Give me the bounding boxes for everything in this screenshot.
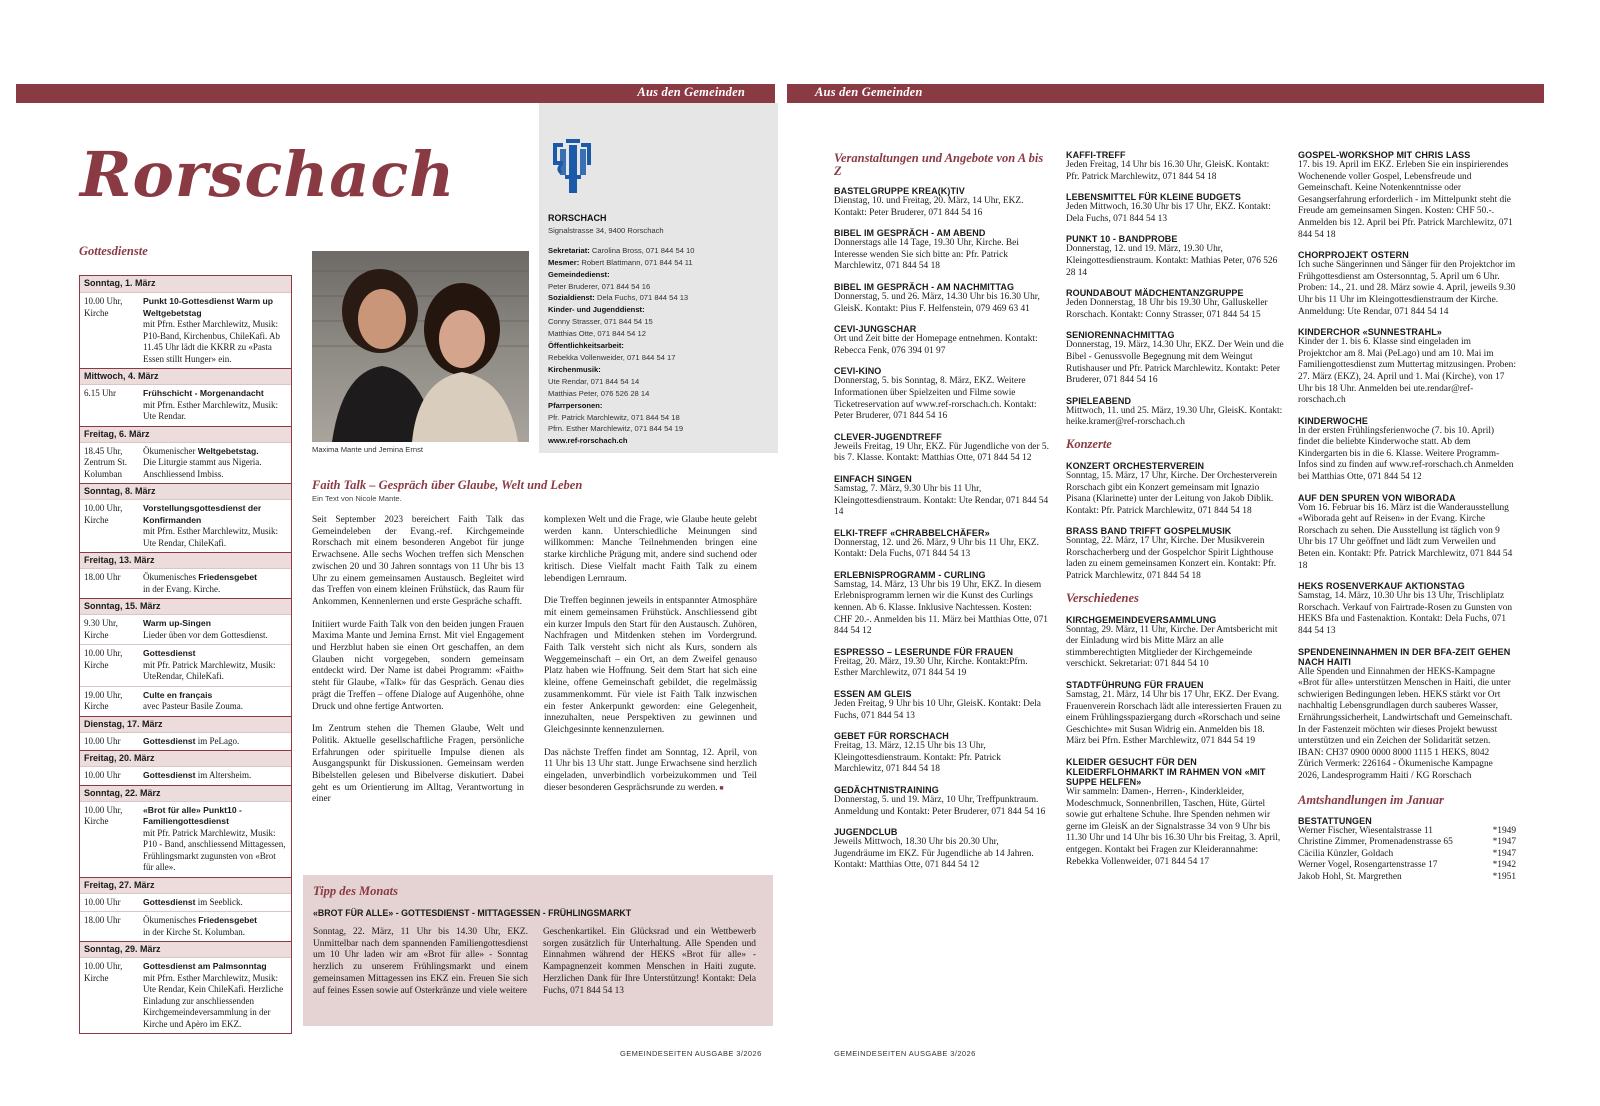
event-body: Wir sammeln: Damen-, Herren-, Kinderkleider, Modeschmuck, Sonnenbrillen, Taschen, Hüte, Gürtel sowie gut erhaltene Schuhe. Ihre Spenden nehmen wir gerne im GleisK an der Signalstrasse 34 von 9 Uhr bis 11.30 Uhr und 14 Uhr bis 16.30 Uhr bis Freitag, 3. April, entgegen. Kontakt bei Fragen zur Kleiderannahme: Rebekka Vollenweider, 071 844 54 17: [1066, 787, 1281, 867]
event-title: SENIORENNACHMITTAG: [1066, 330, 1175, 341]
event-body: Jeden Donnerstag, 18 Uhr bis 19.30 Uhr, Galluskeller Rorschach. Kontakt: Conny Strasser, 071 844 54 15: [1066, 298, 1268, 320]
worship-event: [80, 957, 291, 1033]
contact-label: Gemeindedienst:: [548, 269, 610, 279]
event-title: PUNKT 10 - BANDPROBE: [1066, 234, 1178, 245]
worship-title: Friedensgebet: [198, 915, 257, 925]
worship-detail: im Seeblick.: [195, 896, 243, 907]
contact-value: Robert Blattmann, 071 844 54 11: [579, 257, 693, 267]
worship-details: [143, 503, 287, 549]
worship-time: 10.00 Uhr: [84, 770, 121, 780]
worship-detail: mit Pfr. Patrick Marchlewitz, Musik: P10 - Band, anschliessend Mittagessen, Frühlingsmarkt zugunsten von «Brot für alle».: [143, 827, 286, 872]
worship-time: 10.00 Uhr, Kirche: [84, 648, 123, 670]
worship-detail: im Altersheim.: [195, 770, 252, 780]
section-heading: Konzerte: [1066, 436, 1112, 451]
gottesdienste-table: [79, 275, 292, 1034]
bestattung-year: *1942: [1492, 860, 1516, 871]
event-title: BIBEL IM GESPRÄCH - AM NACHMITTAG: [834, 281, 1015, 292]
page-title: Rorschach: [80, 138, 456, 211]
worship-time: 10.00 Uhr: [84, 735, 121, 746]
bestattung-year: *1951: [1492, 871, 1516, 882]
article-column-1: [312, 515, 524, 817]
article-paragraph: komplexen Welt und die Frage, wie Glaube heute gelebt werden kann. Unterschiedliche Meinungen sind willkommen: Manche Teilnehmenden bringen eine starke kirchliche Prägung mit, andere sind suchend oder kritisch. Diese Vielfalt macht Faith Talk zu einem lebendigen Lernraum.: [544, 515, 757, 584]
worship-title: Warm up-Singen: [143, 618, 211, 628]
bestattung-year: *1949: [1492, 825, 1516, 836]
contact-line: [548, 269, 773, 281]
events-heading: Veranstaltungen und Angebote von A bis Z: [834, 151, 1044, 178]
contact-value: Matthias Otte, 071 844 54 12: [548, 329, 646, 339]
event-title: GEBET FÜR RORSCHACH: [834, 731, 949, 742]
worship-detail: in der Kirche St. Kolumban.: [143, 926, 245, 937]
parish-name: RORSCHACH: [548, 213, 607, 223]
event-body: Ort und Zeit bitte der Homepage entnehmen. Kontakt: Rebecca Fenk, 076 394 01 97: [834, 334, 1038, 356]
worship-event: [80, 442, 291, 484]
contact-value: Conny Strasser, 071 844 54 15: [548, 317, 653, 327]
worship-time: 10.00 Uhr, Kirche: [84, 503, 123, 525]
worship-time: 18.45 Uhr, Zentrum St. Kolumban: [84, 445, 127, 479]
worship-title-prefix: Ökumenischer: [143, 445, 198, 456]
worship-detail: avec Pasteur Basile Zouma.: [143, 701, 243, 711]
event-title: SPENDENEINNAHMEN IN DER BFA-ZEIT GEHEN NACH HAITI: [1298, 646, 1511, 667]
amtshandlungen-heading: Amtshandlungen im Januar: [1298, 792, 1444, 807]
worship-details: [143, 736, 287, 748]
worship-title: Gottesdienst am Palmsonntag: [143, 961, 267, 971]
event-title: GOSPEL-WORKSHOP MIT CHRIS LASS: [1298, 150, 1471, 160]
event-body: Vom 16. Februar bis 16. März ist die Wanderausstellung «Wiborada geht auf Reisen» in der Evang. Kirche Rorschach zu sehen. Die Ausstellung ist täglich von 9 Uhr bis 17 Uhr geöffnet und lädt zum Verweilen und Beten ein. Kontakt: Pfr. Patrick Marchlewitz, 071 844 54 18: [1298, 502, 1513, 571]
end-mark-icon: ■: [717, 783, 724, 792]
worship-detail: im PeLago.: [195, 735, 240, 746]
article-column-2: [544, 515, 757, 805]
contact-label: Kirchenmusik:: [548, 364, 601, 374]
contact-line: [548, 316, 773, 328]
section-heading: Verschiedenes: [1066, 590, 1139, 605]
tipp-subheading: «BROT FÜR ALLE» - GOTTESDIENST - MITTAGESSEN - FRÜHLINGSMARKT: [313, 908, 632, 918]
event-title: EINFACH SINGEN: [834, 473, 912, 484]
event-body: Samstag, 14. März, 10.30 Uhr bis 13 Uhr, Trischliplatz Rorschach. Verkauf von Fairtrade-Rosen zu Gunsten von HEKS Bfa und Fastenaktion. Kontakt: Dela Fuchs, 071 844 54 13: [1298, 591, 1513, 636]
tipp-des-monats-box: [303, 875, 773, 1026]
worship-event: [80, 292, 291, 368]
worship-title: Gottesdienst: [143, 896, 196, 907]
worship-title-prefix: Ökumenisches: [143, 572, 199, 582]
contact-line: [548, 435, 773, 447]
event-body: Jeden Mittwoch, 16.30 Uhr bis 17 Uhr, EKZ. Kontakt: Dela Fuchs, 071 844 54 13: [1066, 202, 1271, 224]
worship-detail: mit Pfrn. Esther Marchlewitz, Musik: Ute Rendar, Kein ChileKafi. Herzliche Einladung zur anschliessenden Kirchgemeindeversammlung in der Kirche und Apèro im EKZ.: [143, 972, 284, 1029]
contact-label: Öffentlichkeitsarbeit:: [548, 341, 624, 351]
worship-time: 6.15 Uhr: [84, 388, 116, 398]
event-body: Jeweils Freitag, 19 Uhr, EKZ. Für Jugendliche von der 5. bis 7. Klasse. Kontakt: Matthias Otte, 071 844 54 12: [834, 441, 1049, 464]
bestattungen-list: [1298, 826, 1516, 884]
photo-caption: Maxima Mante und Jemina Ernst: [312, 445, 423, 454]
article-paragraph: Die Treffen beginnen jeweils in entspannter Atmosphäre mit einem gemeinsamen Frühstück. Anschliessend gibt ein kurzer Impuls den Start für den Austausch. Zuhören, Nachfragen und Mitdenken stehen im Vordergrund. Faith Talk versteht sich nicht als Kurs, sondern als Weggemeinschaft – ein Ort, an dem Zweifel genauso Platz haben wie Hoffnung. Seit dem Start hat sich eine kleine, offene Gemeinschaft gebildet, die regelmässig zusammenkommt. Für viele ist Faith Talk inzwischen ein fester Ankerpunkt geworden: eine Gelegenheit, innezuhalten, neue Perspektiven zu gewinnen und Gleichgesinnte kennenzulernen.: [544, 596, 757, 735]
bestattung-name: Werner Fischer, Wiesentalstrasse 11: [1298, 825, 1433, 836]
article-paragraph: Im Zentrum stehen die Themen Glaube, Welt und Politik. Aktuelle gesellschaftliche Fragen, persönliche Erfahrungen oder spirituelle Impulse dienen als Ausgangspunkt für Diskussionen. Gemeinsam werden Bibelstellen gelesen und Bibelverse diskutiert. Dabei geht es um Orientierung im Alltag, Verantwortung in einer: [312, 724, 524, 805]
worship-event: [80, 644, 291, 686]
event-body: Kinder der 1. bis 6. Klasse sind eingeladen im Projektchor am 8. Mai (PeLago) und am 10. Mai im Familiengottesdienst zum Muttertag mitzusingen. Proben: 27. März (EKZ), 24. April und 1. Mai (Kirche), von 17 Uhr bis 18 Uhr. Anmelden bei ute.rendar@ref-rorschach.ch: [1298, 337, 1516, 406]
worship-details: [143, 805, 287, 874]
contact-value: Ute Rendar, 071 844 54 14: [548, 376, 640, 386]
bestattung-name: Werner Vogel, Rosengartenstrasse 17: [1298, 860, 1438, 871]
events-column-3: [1298, 150, 1516, 884]
worship-day-header: Freitag, 13. März: [80, 552, 291, 568]
tipp-text-col1: Sonntag, 22. März, 11 Uhr bis 14.30 Uhr, EKZ. Unmittelbar nach dem spannenden Familiengottesdienst um 10 Uhr laden wir am «Brot für alle» - Sonntag herzlich zu unserem Frühlingsmarkt und einem gemeinsamen Mittagessen ins EKZ ein. Freuen Sie sich auf feines Essen sowie auf Osterkränze und viele weitere: [313, 927, 528, 996]
worship-time: 10.00 Uhr, Kirche: [84, 961, 123, 983]
worship-title: Gottesdienst: [143, 648, 196, 658]
contact-value: Pfrn. Esther Marchlewitz, 071 844 54 19: [548, 424, 684, 434]
event-title: KONZERT ORCHESTERVEREIN: [1066, 460, 1205, 471]
contact-line: [548, 304, 773, 316]
worship-event: [80, 384, 291, 426]
event-title: SPIELEABEND: [1066, 395, 1132, 406]
contact-block: [548, 213, 773, 447]
bestattung-entry: [1298, 849, 1516, 861]
event-title: CEVI-KINO: [834, 366, 882, 377]
event-title: BIBEL IM GESPRÄCH - AM ABEND: [834, 228, 986, 239]
worship-time: 9.30 Uhr, Kirche: [84, 618, 118, 640]
section-label-left: Aus den Gemeinden: [637, 85, 745, 99]
contact-value: Peter Bruderer, 071 844 54 16: [548, 281, 651, 291]
event-body: Samstag, 21. März, 14 Uhr bis 17 Uhr, EKZ. Der Evang. Frauenverein Rorschach lädt alle interessierten Frauen zu einem Frühlingsspaziergang durch «Rorschach und seine Geschichte» mit Susan Widrig ein. Anmelden bis 18. März bei Pfrn. Esther Marchlewitz, 071 844 54 19: [1066, 690, 1282, 747]
contact-line: [548, 292, 773, 304]
worship-title-prefix: Ökumenisches: [143, 915, 199, 925]
contact-value: Rebekka Vollenweider, 071 844 54 17: [548, 352, 676, 362]
event-title: STADTFÜHRUNG FÜR FRAUEN: [1066, 680, 1204, 691]
worship-day-header: Freitag, 27. März: [80, 877, 291, 893]
event-title: ERLEBNISPROGRAMM - CURLING: [834, 569, 986, 580]
worship-day-header: Sonntag, 1. März: [80, 276, 291, 292]
worship-title: Frühschicht - Morgenandacht: [143, 388, 264, 398]
worship-details: [143, 770, 287, 782]
bestattung-entry: [1298, 872, 1516, 884]
worship-details: [143, 690, 287, 713]
footer-left: GEMEINDESEITEN AUSGABE 3/2026: [620, 1049, 762, 1058]
event-title: ESSEN AM GLEIS: [834, 689, 912, 700]
worship-title: Gottesdienst: [143, 770, 196, 780]
events-list-1: [834, 186, 1049, 872]
bestattung-entry: [1298, 826, 1516, 838]
worship-detail: mit Pfr. Patrick Marchlewitz, Musik: UteRendar, ChileKafi.: [143, 659, 276, 681]
worship-event: [80, 801, 291, 877]
events-column-1: [834, 152, 1049, 872]
event-title: CEVI-JUNGSCHAR: [834, 324, 917, 335]
event-body: Donnerstag, 12. und 26. März, 9 Uhr bis 11 Uhr, EKZ. Kontakt: Dela Fuchs, 071 844 54 13: [834, 537, 1039, 560]
worship-time: 18.00 Uhr: [84, 572, 121, 582]
event-title: CLEVER-JUGENDTREFF: [834, 431, 942, 442]
bestattungen-heading: BESTATTUNGEN: [1298, 815, 1372, 826]
contact-line: [548, 257, 773, 269]
worship-details: [143, 618, 287, 641]
event-title: LEBENSMITTEL FÜR KLEINE BUDGETS: [1066, 192, 1241, 203]
event-title: GEDÄCHTNISTRAINING: [834, 785, 939, 795]
worship-details: [143, 648, 287, 683]
contact-value: Matthias Peter, 076 526 28 14: [548, 388, 650, 398]
worship-time: 18.00 Uhr: [84, 915, 121, 925]
events-list-3: [1298, 150, 1516, 783]
worship-title: Vorstellungsgottesdienst der Konfirmanden: [143, 503, 262, 525]
article-title: Faith Talk – Gespräch über Glaube, Welt und Leben: [312, 478, 583, 492]
worship-title: Punkt 10-Gottesdienst Warm up Weltgebetstag: [143, 296, 274, 318]
bestattung-name: Jakob Hohl, St. Margrethen: [1298, 871, 1402, 882]
worship-event: [80, 893, 291, 912]
bestattung-entry: [1298, 860, 1516, 872]
event-title: KAFFI-TREFF: [1066, 150, 1126, 160]
event-title: ROUNDABOUT MÄDCHENTANZGRUPPE: [1066, 288, 1244, 299]
church-logo-icon: [547, 135, 599, 197]
event-body: Samstag, 14. März, 13 Uhr bis 19 Uhr, EKZ. In diesem Erlebnisprogramm lernen wir die Kunst des Curlings kennen. Ab 6. Klasse. Inklusive Nachtessen. Kosten: CHF 20.-. Anmelden bis 11. März bei Matthias Otte, 071 844 54 12: [834, 579, 1048, 637]
contact-label: Sekretariat:: [548, 245, 590, 255]
worship-detail: mit Pfrn. Esther Marchlewitz, Musik: Ute Rendar, ChileKafi.: [143, 526, 278, 548]
worship-title: Culte en français: [143, 689, 213, 700]
worship-detail: mit Pfrn. Esther Marchlewitz, Musik: Ute Rendar.: [143, 399, 278, 421]
article-byline: Ein Text von Nicole Mante.: [312, 494, 402, 503]
worship-detail: mit Pfrn. Esther Marchlewitz, Musik: P10-Band, Kirchenbus, ChileKafi. Ab 11.45 Uhr lädt die KKRR zu «Pasta Essen stillt Hunger» ein.: [143, 319, 280, 364]
worship-day-header: Sonntag, 15. März: [80, 598, 291, 614]
contact-line: [548, 412, 773, 424]
event-body: Jeden Freitag, 9 Uhr bis 10 Uhr, GleisK. Kontakt: Dela Fuchs, 071 844 54 13: [834, 699, 1041, 721]
event-title: HEKS ROSENVERKAUF AKTIONSTAG: [1298, 581, 1465, 592]
contact-line: [548, 352, 773, 364]
contact-line: [548, 376, 773, 388]
contact-lines: [548, 245, 773, 447]
header-band-left: [16, 84, 775, 103]
contact-label: Pfarrpersonen:: [548, 400, 603, 410]
worship-event: [80, 911, 291, 941]
event-title: CHORPROJEKT OSTERN: [1298, 250, 1409, 261]
event-title: BRASS BAND TRIFFT GOSPELMUSIK: [1066, 526, 1232, 537]
worship-title: Weltgebetstag.: [197, 445, 259, 456]
event-title: KLEIDER GESUCHT FÜR DEN KLEIDERFLOHMARKT IM RAHMEN VON «MIT SUPPE HELFEN»: [1066, 757, 1266, 787]
worship-details: [143, 296, 287, 365]
contact-line: [548, 340, 773, 352]
contact-value: Carolina Bross, 071 844 54 10: [589, 245, 695, 255]
contact-line: [548, 423, 773, 435]
worship-details: [143, 572, 287, 595]
event-title: JUGENDCLUB: [834, 827, 898, 838]
event-title: ESPRESSO – LESERUNDE FÜR FRAUEN: [834, 646, 1014, 657]
event-title: KINDERCHOR «SUNNESTRAHL»: [1298, 327, 1442, 338]
contact-label: Sozialdienst:: [548, 293, 595, 303]
event-body: Dienstag, 10. und Freitag, 20. März, 14 Uhr, EKZ. Kontakt: Peter Bruderer, 071 844 54 16: [834, 196, 1024, 218]
event-body: Donnerstag, 19. März, 14.30 Uhr, EKZ. Der Wein und die Bibel - Genussvolle Begegnung mit dem Weingut Rutishauser und Pfr. Patrick Marchlewitz. Kontakt: Peter Bruderer, 071 844 54 16: [1066, 340, 1284, 386]
portrait-photo: [312, 251, 529, 442]
worship-day-header: Freitag, 6. März: [80, 426, 291, 442]
worship-title: Gottesdienst: [143, 735, 196, 746]
event-body: 17. bis 19. April im EKZ. Erleben Sie ein inspirierendes Wochenende voller Gospel, Lebensfreude und Gemeinschaft. Keine Notenkenntnisse oder Gesangserfahrung erforderlich - im Mittelpunkt steht die Freude am gemeinsamen Singen. Kosten: CHF 50.-. Anmelden bis 12. April bei Pfr. Patrick Marchlewitz, 071 844 54 18: [1298, 160, 1513, 240]
event-title: BASTELGRUPPE KREA(K)TIV: [834, 186, 965, 196]
header-band-right: [787, 84, 1544, 103]
worship-day-header: Sonntag, 29. März: [80, 941, 291, 957]
event-body: Ich suche Sängerinnen und Sänger für den Projektchor im Frühgottesdienst am Ostersonntag, 5. April um 6 Uhr. Proben: 14., 21. und 28. März sowie 4. April, jeweils 9.30 Uhr bis 11 Uhr im Kleingottesdienstraum der Kirche. Anmeldung: Ute Rendar, 071 844 54 14: [1298, 260, 1516, 317]
worship-day-header: Sonntag, 22. März: [80, 785, 291, 801]
event-title: KINDERWOCHE: [1298, 415, 1368, 426]
event-body: Sonntag, 15. März, 17 Uhr, Kirche. Der Orchesterverein Rorschach gibt ein Konzert gemeinsam mit Ignazio Pisana (Klarinette) unter der Leitung von Jakob Diblik. Kontakt: Pfr. Patrick Marchlewitz, 071 844 54 18: [1066, 470, 1278, 516]
event-body: Freitag, 20. März, 19.30 Uhr, Kirche. Kontakt:Pfrn. Esther Marchlewitz, 071 844 54 19: [834, 656, 1028, 679]
event-body: Sonntag, 22. März, 17 Uhr, Kirche. Der Musikverein Rorschacherberg und der Gospelchor Spirit Lighthouse laden zu einem gemeinsamen Konzert ein. Kontakt: Pfr. Patrick Marchlewitz, 071 844 54 18: [1066, 536, 1277, 582]
tipp-heading: Tipp des Monats: [313, 884, 398, 898]
worship-details: [143, 446, 287, 481]
event-body: Samstag, 7. März, 9.30 Uhr bis 11 Uhr, Kleingottesdienstraum. Kontakt: Ute Rendar, 071 844 54 14: [834, 483, 1049, 518]
bestattung-year: *1947: [1492, 837, 1516, 848]
bestattung-year: *1947: [1492, 848, 1516, 859]
bestattung-name: Christine Zimmer, Promenadenstrasse 65: [1298, 837, 1453, 848]
worship-event: [80, 732, 291, 751]
event-body: Freitag, 13. März, 12.15 Uhr bis 13 Uhr, Kleingottesdienstraum. Kontakt: Pfr. Patrick Marchlewitz, 071 844 54 18: [834, 741, 1001, 775]
photo-faith-talk: [312, 251, 529, 442]
event-body: Donnerstag, 5. und 26. März, 14.30 Uhr bis 16.30 Uhr, GleisK. Kontakt: Pius F. Helfenstein, 079 469 63 41: [834, 291, 1040, 314]
worship-detail: in der Evang. Kirche.: [143, 583, 221, 594]
event-title: AUF DEN SPUREN VON WIBORADA: [1298, 492, 1456, 503]
contact-line: [548, 245, 773, 257]
worship-day-header: Sonntag, 8. März: [80, 483, 291, 499]
event-body: Donnerstag, 5. und 19. März, 10 Uhr, Treffpunktraum. Anmeldung und Kontakt: Peter Bruderer, 071 844 54 16: [834, 795, 1046, 817]
bestattung-entry: [1298, 837, 1516, 849]
article-paragraph: Seit September 2023 bereichert Faith Talk das Gemeindeleben der Evang.-ref. Kirchgemeinde Rorschach mit einem besonderen Angebot für junge Erwachsene. Alle sechs Wochen treffen sich Menschen zwischen 20 und 30 Jahren sonntags von 11 Uhr bis 13 Uhr zu einem gemeinsamen Austausch. Begleitet wird das Treffen von einem kleinen Frühstück, das Raum für Ankommen, Kennenlernen und erste Gespräche schafft.: [312, 515, 524, 607]
event-body: Mittwoch, 11. und 25. März, 19.30 Uhr, GleisK. Kontakt: heike.kramer@ref-rorschach.ch: [1066, 405, 1283, 428]
worship-detail: Die Liturgie stammt aus Nigeria. Anschliessend Imbiss.: [143, 457, 262, 479]
worship-event: [80, 614, 291, 644]
worship-details: [143, 915, 287, 938]
event-body: Jeweils Mittwoch, 18.30 Uhr bis 20.30 Uhr, Jugendräume im EKZ. Für Jugendliche ab 14 Jahren. Kontakt: Matthias Otte, 071 844 54 12: [834, 837, 1034, 871]
contact-line: [548, 364, 773, 376]
event-body: Donnerstag, 12. und 19. März, 19.30 Uhr, Kleingottesdienstraum. Kontakt: Mathias Peter, 076 526 28 14: [1066, 244, 1278, 278]
event-title: KIRCHGEMEINDEVERSAMMLUNG: [1066, 614, 1217, 625]
worship-time: 10.00 Uhr: [84, 896, 121, 907]
worship-details: [143, 897, 287, 909]
worship-day-header: Mittwoch, 4. März: [80, 368, 291, 384]
contact-line: [548, 328, 773, 340]
contact-line: [548, 281, 773, 293]
article-paragraph: Das nächste Treffen findet am Sonntag, 12. April, von 11 Uhr bis 13 Uhr statt. Junge Erwachsene sind herzlich eingeladen, unverbindlich vorbeizukommen und Teil dieser besonderen Gesprächsrunde zu werden. ■: [544, 747, 757, 793]
gottesdienste-heading: Gottesdienste: [79, 244, 148, 258]
section-label-right: Aus den Gemeinden: [815, 85, 923, 99]
worship-time: 10.00 Uhr, Kirche: [84, 296, 123, 318]
contact-label: Kinder- und Jugenddienst:: [548, 305, 645, 315]
contact-label: www.ref-rorschach.ch: [548, 436, 628, 446]
events-column-2: [1066, 150, 1284, 868]
contact-info-box: [539, 103, 778, 453]
worship-time: 10.00 Uhr, Kirche: [84, 804, 123, 826]
event-body: Donnerstag, 5. bis Sonntag, 8. März, EKZ. Weitere Informationen über Spielzeiten und Filme sowie Ticketreservation auf www.ref-rorschach.ch. Kontakt: Peter Bruderer, 071 844 54 16: [834, 376, 1037, 422]
worship-details: [143, 388, 287, 423]
worship-title: «Brot für alle» Punkt10 - Familiengottesdienst: [143, 804, 242, 826]
contact-value: Pfr. Patrick Marchlewitz, 071 844 54 18: [548, 412, 680, 422]
event-body: Donnerstags alle 14 Tage, 19.30 Uhr, Kirche. Bei Interesse wenden Sie sich bitte an: Pfr. Patrick Marchlewitz, 071 844 54 18: [834, 238, 1019, 272]
worship-details: [143, 961, 287, 1030]
contact-value: Dela Fuchs, 071 844 54 13: [594, 293, 689, 303]
contact-label: Mesmer:: [548, 257, 580, 267]
event-title: ELKI-TREFF «CHRABBELCHÄFER»: [834, 527, 990, 538]
worship-event: [80, 686, 291, 716]
worship-detail: Lieder üben vor dem Gottesdienst.: [143, 629, 268, 640]
contact-line: [548, 388, 773, 400]
worship-event: [80, 499, 291, 552]
worship-event: [80, 568, 291, 598]
worship-day-header: Dienstag, 17. März: [80, 716, 291, 732]
worship-day-header: Freitag, 20. März: [80, 750, 291, 766]
worship-event: [80, 766, 291, 785]
event-body: Sonntag, 29. März, 11 Uhr, Kirche. Der Amtsbericht mit der Einladung wird bis Mitte März an alle stimmberechtigten Mitglieder der Kirchgemeinde verschickt. Sekretariat: 071 844 54 10: [1066, 624, 1278, 670]
contact-line: [548, 400, 773, 412]
parish-address: Signalstrasse 34, 9400 Rorschach: [548, 225, 664, 235]
tipp-text-col2: Geschenkartikel. Ein Glücksrad und ein Wettbewerb sorgen zusätzlich für Unterhaltung. Alle Spenden und Einnahmen während der HEKS «Brot für alle» - Kampagnenzeit kommen Menschen in Haiti zugute. Herzlichen Dank für Ihre Unterstützung! Kontakt: Dela Fuchs, 071 844 54 13: [543, 927, 756, 996]
footer-right: GEMEINDESEITEN AUSGABE 3/2026: [834, 1049, 976, 1058]
worship-title: Friedensgebet: [198, 572, 257, 582]
worship-time: 19.00 Uhr, Kirche: [84, 689, 123, 711]
event-body: Alle Spenden und Einnahmen der HEKS-Kampagne «Brot für alle» unterstützen Menschen in Haiti, die unter schwierigen Bedingungen leben. HEKS stärkt vor Ort nachhaltig Lebensgrundlagen durch sauberes Wasser, Ernährungssicherheit, Landwirtschaft und Gemeinschaft. In der Fastenzeit möchten wir dieses Projekt bewusst unterstützen und ein Zeichen der Solidarität setzen. IBAN: CH37 0900 0000 8000 1115 1 HEKS, 8042 Zürich Vermerk: 226164 - Ökumenische Kampagne 2026, Landesprogramm Haiti / KG Rorschach: [1298, 666, 1513, 781]
bestattung-name: Cäcilia Künzler, Goldach: [1298, 848, 1394, 859]
event-body: In der ersten Frühlingsferienwoche (7. bis 10. April) findet die beliebte Kinderwoche statt. Ab dem Kindergarten bis in die 6. Klasse. Weitere Programm-Infos sind zu finden auf www.ref-rorschach.ch Anmelden bei Matthias Otte, 071 844 54 12: [1298, 425, 1514, 483]
event-body: Jeden Freitag, 14 Uhr bis 16.30 Uhr, GleisK. Kontakt: Pfr. Patrick Marchlewitz, 071 844 54 18: [1066, 160, 1270, 182]
article-paragraph: Initiiert wurde Faith Talk von den beiden jungen Frauen Maxima Mante und Jemina Ernst. Mit viel Engagement und Herzblut haben sie einen Ort geschaffen, an dem Glauben nicht vorgegeben, sondern gemeinsam entdeckt wird. Der Name ist dabei Programm: «Faith» steht für Glaube, «Talk» für das Gespräch. Genau dies prägt die Treffen – offene Dialoge auf Augenhöhe, ohne Druck und ohne fertige Antworten.: [312, 619, 524, 712]
